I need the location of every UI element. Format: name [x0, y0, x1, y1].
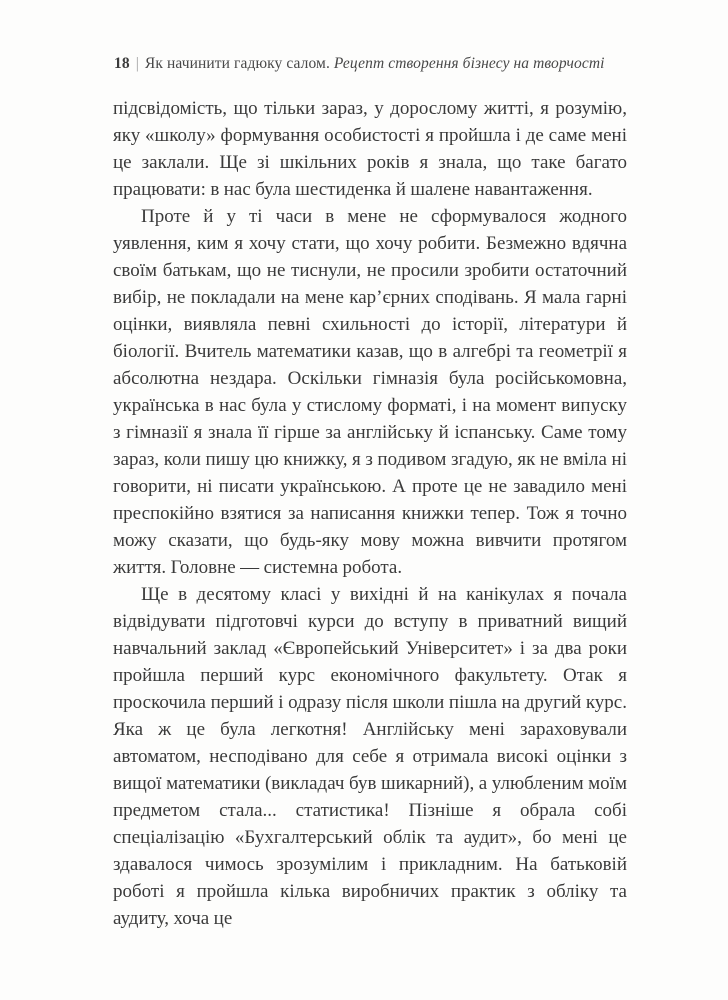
paragraph: Ще в десятому класі у вихідні й на канікулах я почала відвідувати підготовчі курси до вступу в приватний вищий навчальний заклад «Європейський Університет» і за два роки пройшла перший курс економічного факультету. Отак я проскочила перший і одразу після школи пішла на другий курс. Яка ж це була легкотня! Англійську мені зараховували автоматом, несподівано для себе я отримала високі оцінки з вищої математики (викладач був шикарний), а улюбленим моїм предметом стала... статистика! Пізніше я обрала собі спеціалізацію «Бухгалтерський облік та аудит», бо мені це здавалося чимось зрозумілим і прикладним. На батьковій роботі я пройшла кілька виробничих практик з обліку та аудиту, хоча це: [113, 584, 627, 929]
paragraph: Проте й у ті часи в мене не сформувалося жодного уявлення, ким я хочу стати, що хочу робити. Безмежно вдячна своїм батькам, що не тиснули, не просили зробити остаточний вибір, не покладали на мене кар’єрних сподівань. Я мала гарні оцінки, виявляла певні схильності до історії, літератури й біології. Вчитель математики казав, що в алгебрі та геометрії я абсолютна нездара. Оскільки гімназія була російськомовна, українська в нас була у стислому форматі, і на момент випуску з гімназії я знала її гірше за англійську й іспанську. Саме тому зараз, коли пишу цю книжку, я з подивом згадую, як не вміла ні говорити, ні писати українською. А проте це не завадило мені преспокійно взятися за написання книжки тепер. Тож я точно можу сказати, що будь-яку мову можна вивчити протягом життя. Головне — системна робота.: [113, 206, 627, 578]
paragraph: підсвідомість, що тільки зараз, у дорослому житті, я розумію, яку «школу» формування особистості я пройшла і де саме мені це заклали. Ще зі шкільних років я знала, що таке багато працювати: в нас була шестиденка й шалене навантаження.: [113, 98, 627, 200]
running-header: [114, 54, 634, 74]
header-separator: |: [135, 55, 139, 72]
page-body: [113, 95, 627, 932]
page-number: 18: [114, 55, 130, 72]
running-subtitle: Рецепт створення бізнесу на творчості: [333, 55, 605, 72]
running-title: Як начинити гадюку салом.: [144, 55, 330, 72]
